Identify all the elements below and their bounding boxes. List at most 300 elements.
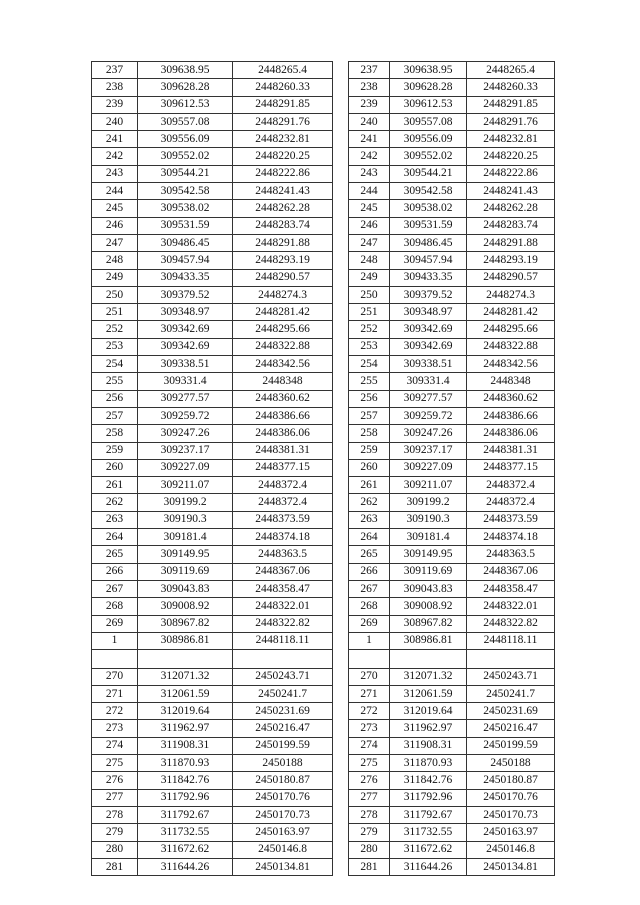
point-number-cell: 267 [349,580,390,597]
y-coordinate-cell: 2448373.59 [233,511,333,528]
y-coordinate-cell: 2450170.73 [467,806,555,823]
x-coordinate-cell: 309247.26 [138,425,233,442]
y-coordinate-cell: 2450188 [467,755,555,772]
y-coordinate-cell: 2448293.19 [233,252,333,269]
table-row [349,356,555,373]
y-coordinate-cell: 2448222.86 [233,165,333,182]
point-number-cell: 256 [349,390,390,407]
table-row [92,217,333,234]
x-coordinate-cell: 311644.26 [390,858,467,875]
table-row [92,632,333,649]
table-row [92,286,333,303]
table-row [349,304,555,321]
x-coordinate-cell: 309538.02 [138,200,233,217]
x-coordinate-cell: 309638.95 [138,62,233,79]
x-coordinate-cell: 312019.64 [138,703,233,720]
y-coordinate-cell: 2448377.15 [467,459,555,476]
y-coordinate-cell: 2448222.86 [467,165,555,182]
table-row [92,772,333,789]
x-coordinate-cell: 309486.45 [390,234,467,251]
y-coordinate-cell: 2448342.56 [233,356,333,373]
table-row [349,789,555,806]
x-coordinate-cell: 309552.02 [138,148,233,165]
y-coordinate-cell: 2448232.81 [467,131,555,148]
table-body-left [92,62,333,876]
y-coordinate-cell: 2448360.62 [467,390,555,407]
point-number-cell: 239 [92,96,138,113]
x-coordinate-cell: 309211.07 [390,477,467,494]
y-coordinate-cell: 2448262.28 [233,200,333,217]
point-number-cell: 250 [349,286,390,303]
y-coordinate-cell: 2448281.42 [233,304,333,321]
x-coordinate-cell: 311842.76 [138,772,233,789]
x-coordinate-cell: 309008.92 [390,598,467,615]
point-number-cell: 276 [349,772,390,789]
x-coordinate-cell: 312071.32 [390,668,467,685]
table-row [349,858,555,875]
y-coordinate-cell: 2448322.01 [467,598,555,615]
y-coordinate-cell: 2448373.59 [467,511,555,528]
point-number-cell: 1 [349,632,390,649]
y-coordinate-cell [233,650,333,669]
x-coordinate-cell: 309544.21 [138,165,233,182]
x-coordinate-cell: 308967.82 [138,615,233,632]
x-coordinate-cell: 311842.76 [390,772,467,789]
x-coordinate-cell: 311644.26 [138,858,233,875]
y-coordinate-cell: 2450243.71 [233,668,333,685]
point-number-cell: 274 [92,737,138,754]
table-row [349,494,555,511]
x-coordinate-cell: 311870.93 [390,755,467,772]
x-coordinate-cell: 309612.53 [138,96,233,113]
x-coordinate-cell: 311672.62 [390,841,467,858]
x-coordinate-cell: 312019.64 [390,703,467,720]
x-coordinate-cell: 311962.97 [138,720,233,737]
y-coordinate-cell: 2448291.85 [233,96,333,113]
y-coordinate-cell: 2450134.81 [467,858,555,875]
point-number-cell: 260 [92,459,138,476]
point-number-cell: 255 [349,373,390,390]
point-number-cell: 280 [92,841,138,858]
y-coordinate-cell: 2448260.33 [467,79,555,96]
x-coordinate-cell: 312061.59 [390,685,467,702]
x-coordinate-cell: 311908.31 [138,737,233,754]
y-coordinate-cell: 2448386.06 [467,425,555,442]
point-number-cell: 269 [349,615,390,632]
table-row [349,806,555,823]
table-row [92,79,333,96]
x-coordinate-cell: 309277.57 [390,390,467,407]
x-coordinate-cell: 309227.09 [138,459,233,476]
x-coordinate-cell: 309544.21 [390,165,467,182]
x-coordinate-cell: 309043.83 [138,580,233,597]
y-coordinate-cell: 2448372.4 [233,477,333,494]
x-coordinate-cell: 309342.69 [138,321,233,338]
x-coordinate-cell [390,650,467,669]
x-coordinate-cell: 309628.28 [390,79,467,96]
point-number-cell: 279 [92,824,138,841]
y-coordinate-cell [467,650,555,669]
table-row [349,338,555,355]
table-row [349,96,555,113]
table-row [349,442,555,459]
y-coordinate-cell: 2450146.8 [467,841,555,858]
table-row [92,650,333,669]
point-number-cell: 261 [92,477,138,494]
point-number-cell: 268 [349,598,390,615]
point-number-cell: 266 [349,563,390,580]
x-coordinate-cell: 309181.4 [138,529,233,546]
table-row [92,703,333,720]
y-coordinate-cell: 2448367.06 [467,563,555,580]
point-number-cell: 257 [92,407,138,424]
x-coordinate-cell: 309342.69 [390,321,467,338]
table-row [349,598,555,615]
point-number-cell: 279 [349,824,390,841]
point-number-cell: 259 [92,442,138,459]
point-number-cell: 243 [92,165,138,182]
y-coordinate-cell: 2448381.31 [467,442,555,459]
y-coordinate-cell: 2450188 [233,755,333,772]
x-coordinate-cell: 309457.94 [390,252,467,269]
x-coordinate-cell: 309612.53 [390,96,467,113]
x-coordinate-cell: 309486.45 [138,234,233,251]
x-coordinate-cell: 311792.96 [390,789,467,806]
x-coordinate-cell: 309557.08 [390,113,467,130]
y-coordinate-cell: 2448386.66 [233,407,333,424]
point-number-cell: 281 [349,858,390,875]
table-row [349,459,555,476]
y-coordinate-cell: 2450180.87 [467,772,555,789]
y-coordinate-cell: 2448295.66 [233,321,333,338]
table-row [349,148,555,165]
table-row [349,615,555,632]
point-number-cell: 259 [349,442,390,459]
x-coordinate-cell: 311908.31 [390,737,467,754]
y-coordinate-cell: 2448220.25 [467,148,555,165]
x-coordinate-cell: 311732.55 [390,824,467,841]
table-row [92,338,333,355]
table-row [92,96,333,113]
x-coordinate-cell: 309149.95 [390,546,467,563]
table-body-right [349,62,555,876]
point-number-cell: 262 [92,494,138,511]
y-coordinate-cell: 2448372.4 [233,494,333,511]
y-coordinate-cell: 2448322.88 [233,338,333,355]
table-row [92,200,333,217]
y-coordinate-cell: 2448290.57 [233,269,333,286]
y-coordinate-cell: 2448358.47 [233,580,333,597]
table-row [92,356,333,373]
x-coordinate-cell: 309331.4 [138,373,233,390]
y-coordinate-cell: 2448220.25 [233,148,333,165]
x-coordinate-cell: 309542.58 [138,183,233,200]
point-number-cell: 241 [349,131,390,148]
coordinate-table-left [91,61,333,876]
table-row [349,407,555,424]
y-coordinate-cell: 2450163.97 [233,824,333,841]
point-number-cell: 244 [349,183,390,200]
x-coordinate-cell: 309119.69 [390,563,467,580]
y-coordinate-cell: 2450170.73 [233,806,333,823]
table-row [349,511,555,528]
y-coordinate-cell: 2448377.15 [233,459,333,476]
table-row [92,529,333,546]
x-coordinate-cell: 308967.82 [390,615,467,632]
table-row [349,546,555,563]
point-number-cell: 261 [349,477,390,494]
point-number-cell: 237 [92,62,138,79]
y-coordinate-cell: 2450216.47 [467,720,555,737]
table-row [349,563,555,580]
x-coordinate-cell: 309149.95 [138,546,233,563]
point-number-cell: 253 [349,338,390,355]
point-number-cell: 263 [92,511,138,528]
x-coordinate-cell: 311792.67 [390,806,467,823]
x-coordinate-cell: 309457.94 [138,252,233,269]
table-row [92,459,333,476]
y-coordinate-cell: 2450231.69 [233,703,333,720]
y-coordinate-cell: 2450199.59 [467,737,555,754]
y-coordinate-cell: 2450146.8 [233,841,333,858]
y-coordinate-cell: 2448118.11 [233,632,333,649]
point-number-cell: 241 [92,131,138,148]
table-row [92,304,333,321]
x-coordinate-cell: 309538.02 [390,200,467,217]
x-coordinate-cell [138,650,233,669]
y-coordinate-cell: 2448348 [233,373,333,390]
x-coordinate-cell: 309348.97 [138,304,233,321]
y-coordinate-cell: 2448290.57 [467,269,555,286]
table-row [92,615,333,632]
y-coordinate-cell: 2448367.06 [233,563,333,580]
table-row [349,841,555,858]
x-coordinate-cell: 309199.2 [138,494,233,511]
y-coordinate-cell: 2448118.11 [467,632,555,649]
point-number-cell: 252 [92,321,138,338]
point-number-cell: 273 [349,720,390,737]
x-coordinate-cell: 309199.2 [390,494,467,511]
x-coordinate-cell: 309379.52 [138,286,233,303]
table-row [92,269,333,286]
x-coordinate-cell: 309433.35 [138,269,233,286]
point-number-cell: 269 [92,615,138,632]
y-coordinate-cell: 2448260.33 [233,79,333,96]
point-number-cell: 260 [349,459,390,476]
point-number-cell: 270 [92,668,138,685]
table-row [349,425,555,442]
coordinate-table-right [348,61,555,876]
x-coordinate-cell: 309008.92 [138,598,233,615]
x-coordinate-cell: 312061.59 [138,685,233,702]
y-coordinate-cell: 2448322.82 [233,615,333,632]
point-number-cell: 248 [92,252,138,269]
point-number-cell: 240 [349,113,390,130]
point-number-cell: 266 [92,563,138,580]
x-coordinate-cell: 311792.96 [138,789,233,806]
point-number-cell: 263 [349,511,390,528]
y-coordinate-cell: 2450231.69 [467,703,555,720]
point-number-cell: 271 [349,685,390,702]
table-row [92,390,333,407]
point-number-cell: 280 [349,841,390,858]
x-coordinate-cell: 309542.58 [390,183,467,200]
x-coordinate-cell: 309379.52 [390,286,467,303]
point-number-cell: 278 [92,806,138,823]
table-row [349,286,555,303]
table-row [92,425,333,442]
point-number-cell: 246 [92,217,138,234]
point-number-cell: 249 [92,269,138,286]
x-coordinate-cell: 309338.51 [390,356,467,373]
y-coordinate-cell: 2448342.56 [467,356,555,373]
point-number-cell: 253 [92,338,138,355]
table-row [349,668,555,685]
table-row [92,234,333,251]
table-row [349,529,555,546]
x-coordinate-cell: 309237.17 [390,442,467,459]
x-coordinate-cell: 309531.59 [390,217,467,234]
point-number-cell: 242 [92,148,138,165]
x-coordinate-cell: 309531.59 [138,217,233,234]
point-number-cell: 265 [92,546,138,563]
x-coordinate-cell: 311962.97 [390,720,467,737]
table-row [92,824,333,841]
x-coordinate-cell: 309119.69 [138,563,233,580]
table-row [349,737,555,754]
point-number-cell: 275 [349,755,390,772]
table-row [92,685,333,702]
table-row [92,183,333,200]
point-number-cell: 255 [92,373,138,390]
y-coordinate-cell: 2450243.71 [467,668,555,685]
y-coordinate-cell: 2448281.42 [467,304,555,321]
point-number-cell: 254 [92,356,138,373]
y-coordinate-cell: 2448274.3 [233,286,333,303]
y-coordinate-cell: 2448291.85 [467,96,555,113]
table-row [92,755,333,772]
table-row [349,252,555,269]
table-row [92,494,333,511]
y-coordinate-cell: 2450170.76 [467,789,555,806]
table-row [92,148,333,165]
table-row [349,720,555,737]
point-number-cell: 245 [349,200,390,217]
table-row [92,737,333,754]
table-row [349,373,555,390]
table-row [349,217,555,234]
y-coordinate-cell: 2448283.74 [467,217,555,234]
point-number-cell: 265 [349,546,390,563]
x-coordinate-cell: 309556.09 [390,131,467,148]
y-coordinate-cell: 2448322.82 [467,615,555,632]
point-number-cell: 242 [349,148,390,165]
y-coordinate-cell: 2450170.76 [233,789,333,806]
y-coordinate-cell: 2448291.76 [467,113,555,130]
x-coordinate-cell: 311672.62 [138,841,233,858]
y-coordinate-cell: 2450163.97 [467,824,555,841]
point-number-cell: 276 [92,772,138,789]
x-coordinate-cell: 309181.4 [390,529,467,546]
table-row [92,113,333,130]
table-row [349,685,555,702]
y-coordinate-cell: 2448363.5 [467,546,555,563]
x-coordinate-cell: 309552.02 [390,148,467,165]
table-row [92,373,333,390]
y-coordinate-cell: 2448291.76 [233,113,333,130]
y-coordinate-cell: 2450216.47 [233,720,333,737]
point-number-cell: 264 [92,529,138,546]
y-coordinate-cell: 2450241.7 [467,685,555,702]
table-row [92,442,333,459]
point-number-cell: 281 [92,858,138,875]
table-row [92,511,333,528]
y-coordinate-cell: 2448241.43 [467,183,555,200]
table-row [349,79,555,96]
point-number-cell: 238 [349,79,390,96]
y-coordinate-cell: 2448322.88 [467,338,555,355]
point-number-cell: 243 [349,165,390,182]
y-coordinate-cell: 2450134.81 [233,858,333,875]
table-row [92,668,333,685]
point-number-cell: 268 [92,598,138,615]
point-number-cell: 258 [92,425,138,442]
y-coordinate-cell: 2448386.06 [233,425,333,442]
point-number-cell: 270 [349,668,390,685]
x-coordinate-cell: 309190.3 [138,511,233,528]
y-coordinate-cell: 2448295.66 [467,321,555,338]
y-coordinate-cell: 2448293.19 [467,252,555,269]
y-coordinate-cell: 2448241.43 [233,183,333,200]
table-row [92,806,333,823]
point-number-cell: 246 [349,217,390,234]
y-coordinate-cell: 2448372.4 [467,477,555,494]
y-coordinate-cell: 2448358.47 [467,580,555,597]
table-row [349,269,555,286]
y-coordinate-cell: 2448265.4 [233,62,333,79]
point-number-cell: 275 [92,755,138,772]
y-coordinate-cell: 2448374.18 [233,529,333,546]
point-number-cell: 244 [92,183,138,200]
table-row [349,321,555,338]
table-row [349,234,555,251]
x-coordinate-cell: 309237.17 [138,442,233,459]
point-number-cell: 247 [349,234,390,251]
table-row [349,131,555,148]
table-row [349,650,555,669]
x-coordinate-cell: 309556.09 [138,131,233,148]
x-coordinate-cell: 309247.26 [390,425,467,442]
point-number-cell: 267 [92,580,138,597]
table-row [92,165,333,182]
point-number-cell: 239 [349,96,390,113]
x-coordinate-cell: 309259.72 [138,407,233,424]
table-row [92,841,333,858]
point-number-cell: 264 [349,529,390,546]
table-row [92,563,333,580]
table-row [349,183,555,200]
table-row [349,703,555,720]
table-row [92,546,333,563]
table-row [349,580,555,597]
table-row [92,321,333,338]
point-number-cell: 256 [92,390,138,407]
x-coordinate-cell: 309259.72 [390,407,467,424]
x-coordinate-cell: 309342.69 [138,338,233,355]
y-coordinate-cell: 2448265.4 [467,62,555,79]
y-coordinate-cell: 2448262.28 [467,200,555,217]
x-coordinate-cell: 309348.97 [390,304,467,321]
